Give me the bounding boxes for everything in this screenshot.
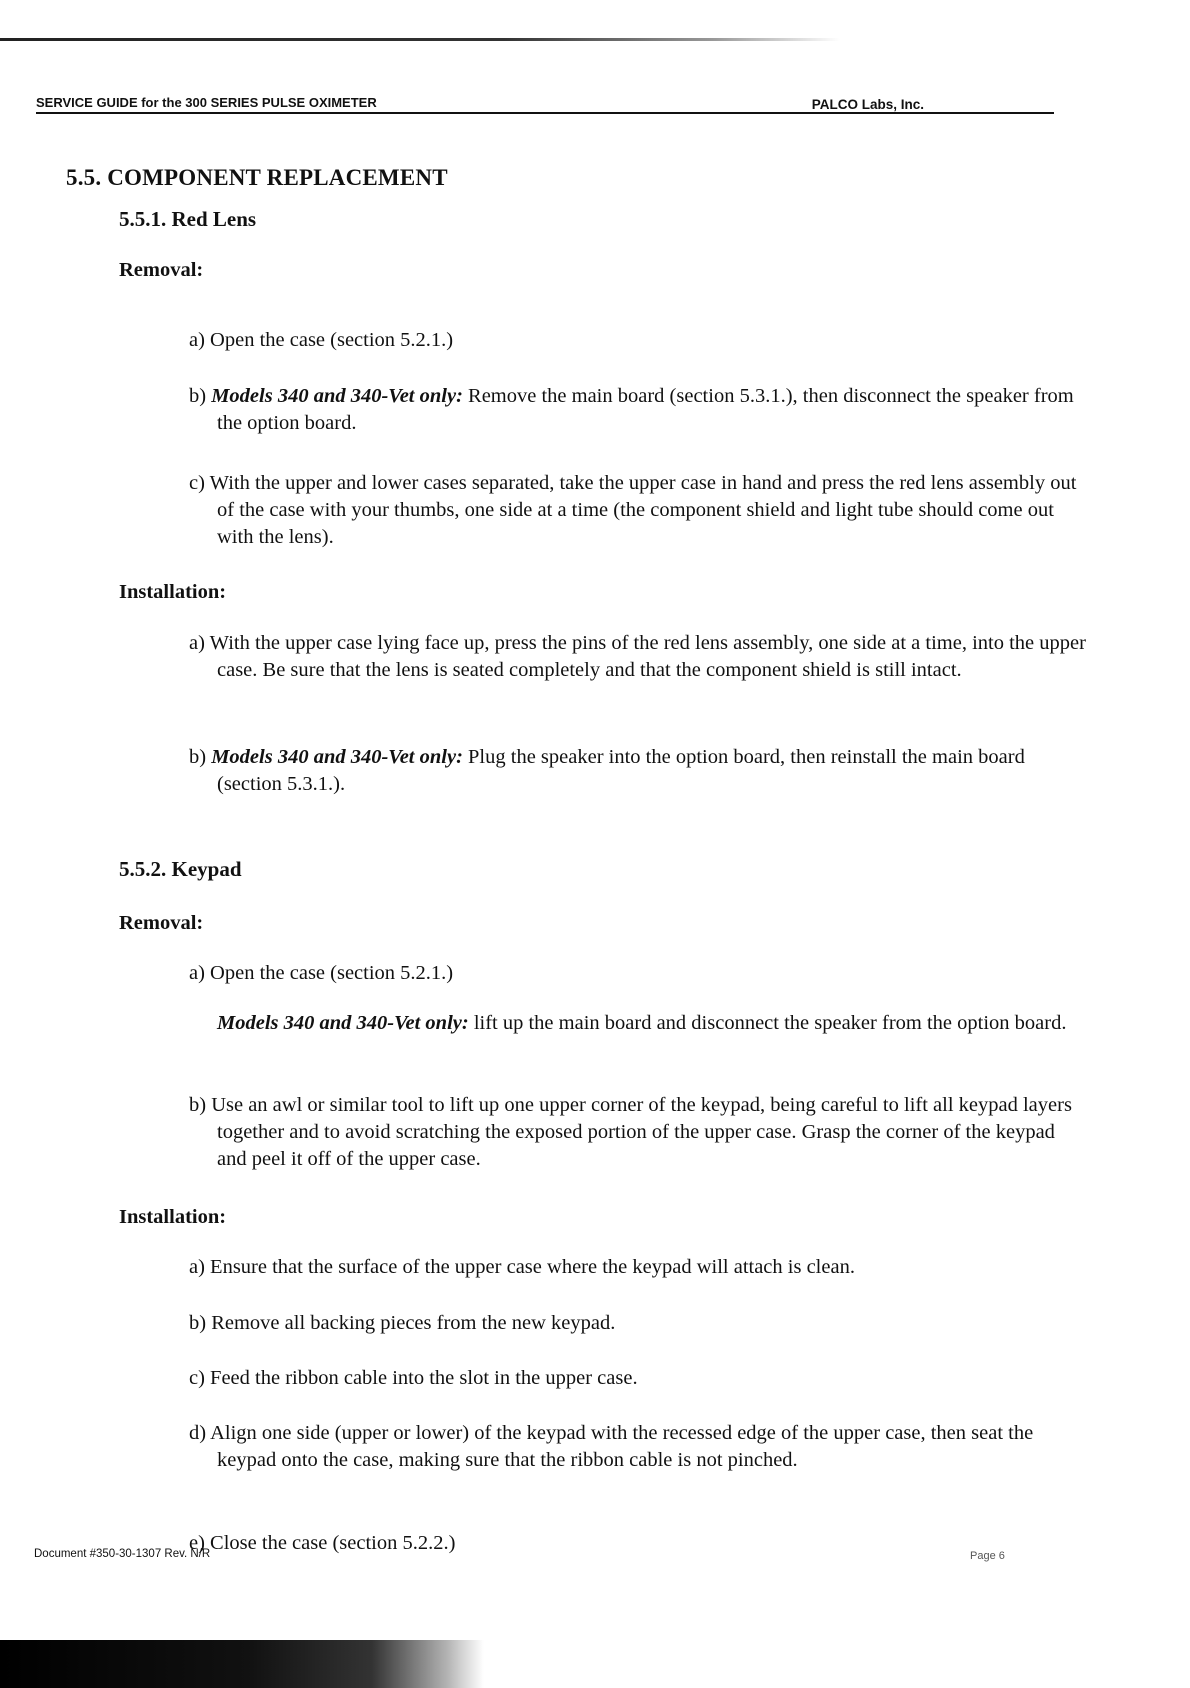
keypad-installation-step-a: a) Ensure that the surface of the upper case where the keypad will attach is clean.	[189, 1256, 855, 1278]
red-lens-installation-step-b: b) Models 340 and 340-Vet only: Plug the speaker into the option board, then reinstall the main board (section 5.3.1.).	[189, 746, 1025, 795]
page-header	[36, 92, 1054, 114]
red-lens-removal-step-a: a) Open the case (section 5.2.1.)	[189, 329, 454, 351]
red-lens-installation-label: Installation:	[119, 581, 227, 603]
keypad-installation-step-b: b) Remove all backing pieces from the new keypad.	[189, 1312, 616, 1334]
models-note: Models 340 and 340-Vet only:	[211, 385, 463, 407]
header-company: PALCO Labs, Inc.	[811, 97, 924, 112]
red-lens-removal-step-b: b) Models 340 and 340-Vet only: Remove the main board (section 5.3.1.), then disconnect the speaker from the option board.	[189, 385, 1074, 434]
models-note: Models 340 and 340-Vet only:	[211, 746, 463, 768]
header-title: SERVICE GUIDE for the 300 SERIES PULSE OXIMETER	[36, 95, 377, 110]
red-lens-removal-label: Removal:	[119, 259, 204, 281]
keypad-installation-label: Installation:	[119, 1206, 227, 1228]
red-lens-installation-step-a: a) With the upper case lying face up, press the pins of the red lens assembly, one side at a time, into the upper case. Be sure that the lens is seated completely and that the component shield is still intact.	[189, 632, 1086, 681]
keypad-installation-step-d: d) Align one side (upper or lower) of the keypad with the recessed edge of the upper case, then seat the keypad onto the case, making sure that the ribbon cable is not pinched.	[189, 1422, 1034, 1471]
keypad-removal-step-b: b) Use an awl or similar tool to lift up one upper corner of the keypad, being careful to lift all keypad layers together and to avoid scratching the exposed portion of the upper case. Grasp the corner of the keypad and peel it off of the upper case.	[189, 1094, 1072, 1170]
footer-page-number: Page 6	[970, 1550, 1005, 1562]
footer-document-number: Document #350-30-1307 Rev. N/R	[34, 1548, 211, 1560]
models-note: Models 340 and 340-Vet only:	[217, 1012, 469, 1034]
keypad-removal-step-a: a) Open the case (section 5.2.1.)	[189, 962, 454, 984]
red-lens-removal-step-c: c) With the upper and lower cases separated, take the upper case in hand and press the red lens assembly out of the case with your thumbs, one side at a time (the component shield and light tube should come out with the lens).	[189, 472, 1077, 548]
keypad-removal-note: Models 340 and 340-Vet only: lift up the main board and disconnect the speaker from the option board.	[217, 1012, 1067, 1034]
section-title: 5.5. COMPONENT REPLACEMENT	[66, 165, 448, 190]
scan-artifact-top	[0, 38, 840, 41]
subsection-title-keypad: 5.5.2. Keypad	[119, 857, 242, 881]
keypad-installation-step-c: c) Feed the ribbon cable into the slot in the upper case.	[189, 1367, 638, 1389]
keypad-removal-label: Removal:	[119, 912, 204, 934]
keypad-installation-step-e: e) Close the case (section 5.2.2.)	[189, 1532, 456, 1554]
scan-artifact-bottom	[0, 1640, 620, 1688]
subsection-title-red-lens: 5.5.1. Red Lens	[119, 207, 257, 231]
